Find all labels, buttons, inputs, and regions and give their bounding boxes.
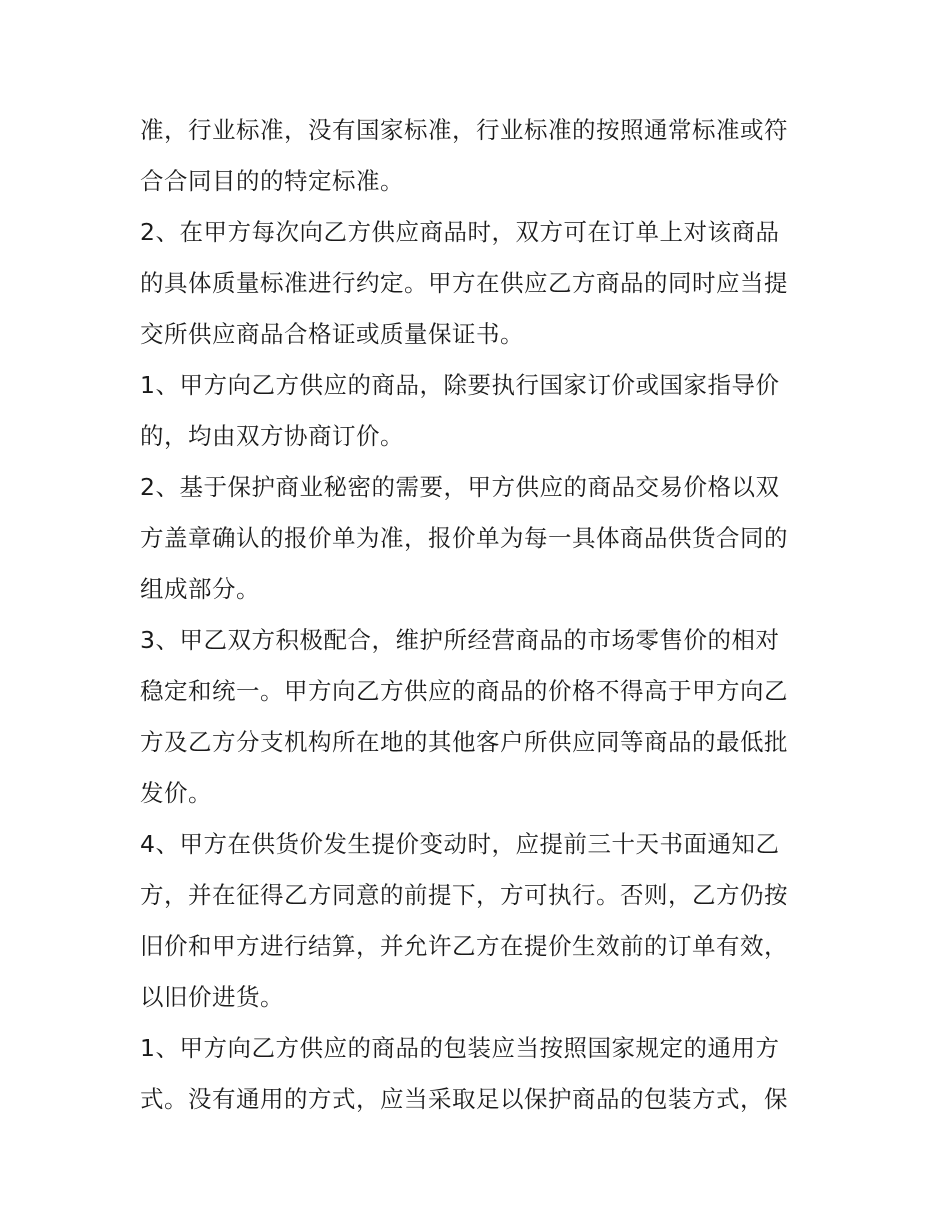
text-line: 2、在甲方每次向乙方供应商品时，双方可在订单上对该商品	[140, 218, 780, 246]
text-line: 方及乙方分支机构所在地的其他客户所供应同等商品的最低批	[140, 728, 788, 756]
text-line: 的具体质量标准进行约定。甲方在供应乙方商品的同时应当提	[140, 269, 788, 297]
document-body	[140, 105, 820, 1125]
text-line: 交所供应商品合格证或质量保证书。	[140, 320, 524, 348]
text-line: 3、甲乙双方积极配合，维护所经营商品的市场零售价的相对	[140, 626, 780, 654]
text-line: 方盖章确认的报价单为准，报价单为每一具体商品供货合同的	[140, 524, 788, 552]
text-line: 方，并在征得乙方同意的前提下，方可执行。否则，乙方仍按	[140, 881, 788, 909]
text-line: 式。没有通用的方式，应当采取足以保护商品的包装方式，保	[140, 1085, 788, 1113]
text-line: 2、基于保护商业秘密的需要，甲方供应的商品交易价格以双	[140, 473, 780, 501]
paragraph-quality-clause-2	[140, 207, 820, 360]
text-line: 组成部分。	[140, 575, 260, 603]
paragraph-price-clause-3	[140, 615, 820, 819]
text-line: 1、甲方向乙方供应的商品的包装应当按照国家规定的通用方	[140, 1034, 780, 1062]
paragraph-price-clause-2	[140, 462, 820, 615]
text-line: 4、甲方在供货价发生提价变动时，应提前三十天书面通知乙	[140, 830, 780, 858]
text-line: 1、甲方向乙方供应的商品，除要执行国家订价或国家指导价	[140, 371, 780, 399]
text-line: 的，均由双方协商订价。	[140, 422, 404, 450]
text-line: 以旧价进货。	[140, 983, 284, 1011]
text-line: 旧价和甲方进行结算，并允许乙方在提价生效前的订单有效，	[140, 932, 788, 960]
text-line: 稳定和统一。甲方向乙方供应的商品的价格不得高于甲方向乙	[140, 677, 788, 705]
text-line: 合合同目的的特定标准。	[140, 167, 404, 195]
paragraph-quality-standard-continued	[140, 105, 820, 207]
paragraph-packaging-clause-1	[140, 1023, 820, 1125]
paragraph-price-clause-4	[140, 819, 820, 1023]
text-line: 发价。	[140, 779, 212, 807]
text-line: 准，行业标准，没有国家标准，行业标准的按照通常标准或符	[140, 116, 788, 144]
paragraph-price-clause-1	[140, 360, 820, 462]
